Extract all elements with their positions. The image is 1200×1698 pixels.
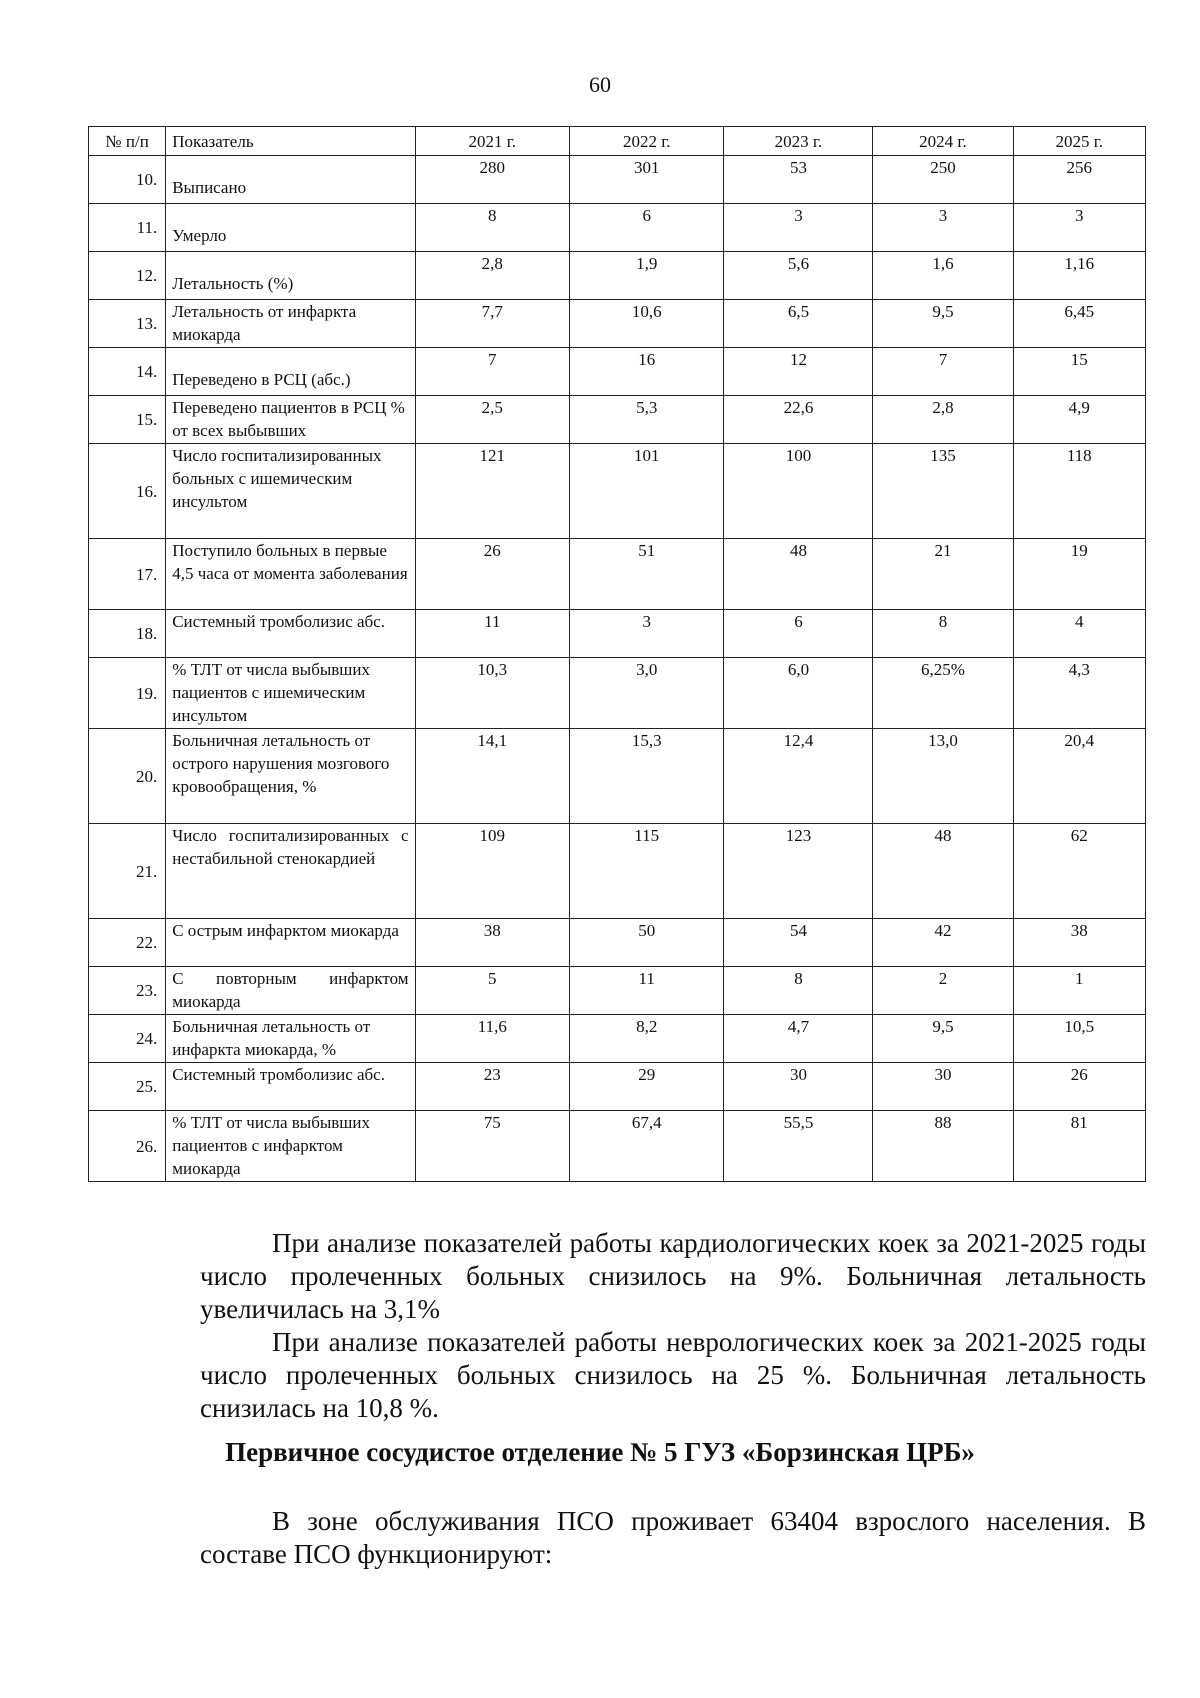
value-cell: 38 <box>1013 919 1145 967</box>
row-number: 22. <box>89 919 166 967</box>
value-cell: 6,5 <box>724 300 873 348</box>
indicator-name: Умерло <box>166 204 415 252</box>
value-cell: 8,2 <box>570 1015 724 1063</box>
value-cell: 8 <box>415 204 569 252</box>
value-cell: 81 <box>1013 1111 1145 1182</box>
value-cell: 38 <box>415 919 569 967</box>
value-cell: 19 <box>1013 539 1145 610</box>
value-cell: 48 <box>873 824 1013 919</box>
table-row <box>89 1063 1146 1111</box>
row-number: 13. <box>89 300 166 348</box>
row-number: 21. <box>89 824 166 919</box>
indicator-name: Переведено в РСЦ (абс.) <box>166 348 415 396</box>
header-cell: Показатель <box>166 127 415 156</box>
value-cell: 2,5 <box>415 396 569 444</box>
value-cell: 6 <box>724 610 873 658</box>
value-cell: 30 <box>873 1063 1013 1111</box>
value-cell: 67,4 <box>570 1111 724 1182</box>
table-row <box>89 967 1146 1015</box>
value-cell: 26 <box>415 539 569 610</box>
row-number: 12. <box>89 252 166 300</box>
value-cell: 5,6 <box>724 252 873 300</box>
paragraph-cardiology: При анализе показателей работы кардиологических коек за 2021-2025 годы число пролеченных больных снизилось на 9%. Больничная летальность увеличилась на 3,1% <box>200 1228 1146 1324</box>
section-heading: Первичное сосудистое отделение № 5 ГУЗ «Борзинская ЦРБ» <box>225 1437 975 1467</box>
row-number: 23. <box>89 967 166 1015</box>
indicators-table <box>88 126 1146 1182</box>
table-row <box>89 156 1146 204</box>
header-cell: № п/п <box>89 127 166 156</box>
value-cell: 1,9 <box>570 252 724 300</box>
table-row <box>89 444 1146 539</box>
row-number: 26. <box>89 1111 166 1182</box>
value-cell: 14,1 <box>415 729 569 824</box>
indicator-name: Системный тромболизис абс. <box>166 610 415 658</box>
value-cell: 48 <box>724 539 873 610</box>
value-cell: 3 <box>724 204 873 252</box>
value-cell: 2 <box>873 967 1013 1015</box>
header-cell: 2021 г. <box>415 127 569 156</box>
value-cell: 301 <box>570 156 724 204</box>
value-cell: 123 <box>724 824 873 919</box>
value-cell: 3 <box>873 204 1013 252</box>
value-cell: 26 <box>1013 1063 1145 1111</box>
value-cell: 118 <box>1013 444 1145 539</box>
indicator-name: Системный тромболизис абс. <box>166 1063 415 1111</box>
value-cell: 280 <box>415 156 569 204</box>
row-number: 24. <box>89 1015 166 1063</box>
table-row <box>89 539 1146 610</box>
header-cell: 2023 г. <box>724 127 873 156</box>
table-row <box>89 204 1146 252</box>
row-number: 19. <box>89 658 166 729</box>
value-cell: 135 <box>873 444 1013 539</box>
value-cell: 21 <box>873 539 1013 610</box>
value-cell: 62 <box>1013 824 1145 919</box>
row-number: 20. <box>89 729 166 824</box>
table-row <box>89 1111 1146 1182</box>
value-cell: 121 <box>415 444 569 539</box>
value-cell: 7 <box>415 348 569 396</box>
header-cell: 2022 г. <box>570 127 724 156</box>
row-number: 17. <box>89 539 166 610</box>
value-cell: 75 <box>415 1111 569 1182</box>
value-cell: 100 <box>724 444 873 539</box>
header-cell: 2025 г. <box>1013 127 1145 156</box>
indicator-name: Выписано <box>166 156 415 204</box>
value-cell: 10,3 <box>415 658 569 729</box>
indicator-name: % ТЛТ от числа выбывших пациентов с ишемическим инсультом <box>166 658 415 729</box>
analysis-text <box>200 1227 1146 1425</box>
table-row <box>89 348 1146 396</box>
indicator-name: Число госпитализированных больных с ишемическим инсультом <box>166 444 415 539</box>
value-cell: 10,6 <box>570 300 724 348</box>
value-cell: 6,0 <box>724 658 873 729</box>
value-cell: 256 <box>1013 156 1145 204</box>
value-cell: 20,4 <box>1013 729 1145 824</box>
value-cell: 7,7 <box>415 300 569 348</box>
value-cell: 13,0 <box>873 729 1013 824</box>
value-cell: 1,16 <box>1013 252 1145 300</box>
value-cell: 22,6 <box>724 396 873 444</box>
row-number: 25. <box>89 1063 166 1111</box>
indicator-name: Больничная летальность от острого нарушения мозгового кровообращения, % <box>166 729 415 824</box>
value-cell: 5 <box>415 967 569 1015</box>
indicator-name: С повторным инфарктом миокарда <box>166 967 415 1015</box>
row-number: 18. <box>89 610 166 658</box>
value-cell: 2,8 <box>873 396 1013 444</box>
row-number: 11. <box>89 204 166 252</box>
value-cell: 4,7 <box>724 1015 873 1063</box>
indicator-name: Больничная летальность от инфаркта миокарда, % <box>166 1015 415 1063</box>
row-number: 14. <box>89 348 166 396</box>
value-cell: 3,0 <box>570 658 724 729</box>
value-cell: 3 <box>570 610 724 658</box>
value-cell: 6 <box>570 204 724 252</box>
table-row <box>89 396 1146 444</box>
value-cell: 12,4 <box>724 729 873 824</box>
value-cell: 12 <box>724 348 873 396</box>
value-cell: 51 <box>570 539 724 610</box>
value-cell: 6,45 <box>1013 300 1145 348</box>
value-cell: 101 <box>570 444 724 539</box>
value-cell: 7 <box>873 348 1013 396</box>
value-cell: 9,5 <box>873 1015 1013 1063</box>
value-cell: 15 <box>1013 348 1145 396</box>
table-row <box>89 658 1146 729</box>
table-row <box>89 252 1146 300</box>
value-cell: 115 <box>570 824 724 919</box>
value-cell: 4,9 <box>1013 396 1145 444</box>
indicator-name: Летальность от инфаркта миокарда <box>166 300 415 348</box>
value-cell: 54 <box>724 919 873 967</box>
value-cell: 11,6 <box>415 1015 569 1063</box>
value-cell: 8 <box>873 610 1013 658</box>
value-cell: 15,3 <box>570 729 724 824</box>
paragraph-service-area: В зоне обслуживания ПСО проживает 63404 взрослого населения. В составе ПСО функционируют: <box>200 1506 1146 1569</box>
value-cell: 29 <box>570 1063 724 1111</box>
row-number: 15. <box>89 396 166 444</box>
indicator-name: Поступило больных в первые 4,5 часа от момента заболевания <box>166 539 415 610</box>
value-cell: 109 <box>415 824 569 919</box>
value-cell: 5,3 <box>570 396 724 444</box>
table-row <box>89 729 1146 824</box>
value-cell: 3 <box>1013 204 1145 252</box>
table-row <box>89 824 1146 919</box>
value-cell: 88 <box>873 1111 1013 1182</box>
table-row <box>89 919 1146 967</box>
value-cell: 4 <box>1013 610 1145 658</box>
table-header-row <box>89 127 1146 156</box>
row-number: 10. <box>89 156 166 204</box>
indicator-name: Летальность (%) <box>166 252 415 300</box>
indicator-name: Переведено пациентов в РСЦ % от всех выбывших <box>166 396 415 444</box>
row-number: 16. <box>89 444 166 539</box>
value-cell: 2,8 <box>415 252 569 300</box>
indicator-name: Число госпитализированных с нестабильной стенокардией <box>166 824 415 919</box>
paragraph-neurology: При анализе показателей работы неврологических коек за 2021-2025 годы число пролеченных больных снизилось на 25 %. Больничная летальность снизилась на 10,8 %. <box>200 1327 1146 1423</box>
value-cell: 8 <box>724 967 873 1015</box>
indicator-name: % ТЛТ от числа выбывших пациентов с инфарктом миокарда <box>166 1111 415 1182</box>
value-cell: 16 <box>570 348 724 396</box>
value-cell: 9,5 <box>873 300 1013 348</box>
table-row <box>89 300 1146 348</box>
value-cell: 30 <box>724 1063 873 1111</box>
value-cell: 10,5 <box>1013 1015 1145 1063</box>
table-row <box>89 610 1146 658</box>
value-cell: 55,5 <box>724 1111 873 1182</box>
value-cell: 11 <box>570 967 724 1015</box>
value-cell: 23 <box>415 1063 569 1111</box>
value-cell: 53 <box>724 156 873 204</box>
closing-text <box>200 1505 1146 1571</box>
value-cell: 1,6 <box>873 252 1013 300</box>
value-cell: 6,25% <box>873 658 1013 729</box>
value-cell: 42 <box>873 919 1013 967</box>
value-cell: 250 <box>873 156 1013 204</box>
header-cell: 2024 г. <box>873 127 1013 156</box>
page-number: 60 <box>589 72 611 97</box>
table-row <box>89 1015 1146 1063</box>
indicator-name: С острым инфарктом миокарда <box>166 919 415 967</box>
value-cell: 1 <box>1013 967 1145 1015</box>
value-cell: 11 <box>415 610 569 658</box>
value-cell: 4,3 <box>1013 658 1145 729</box>
value-cell: 50 <box>570 919 724 967</box>
